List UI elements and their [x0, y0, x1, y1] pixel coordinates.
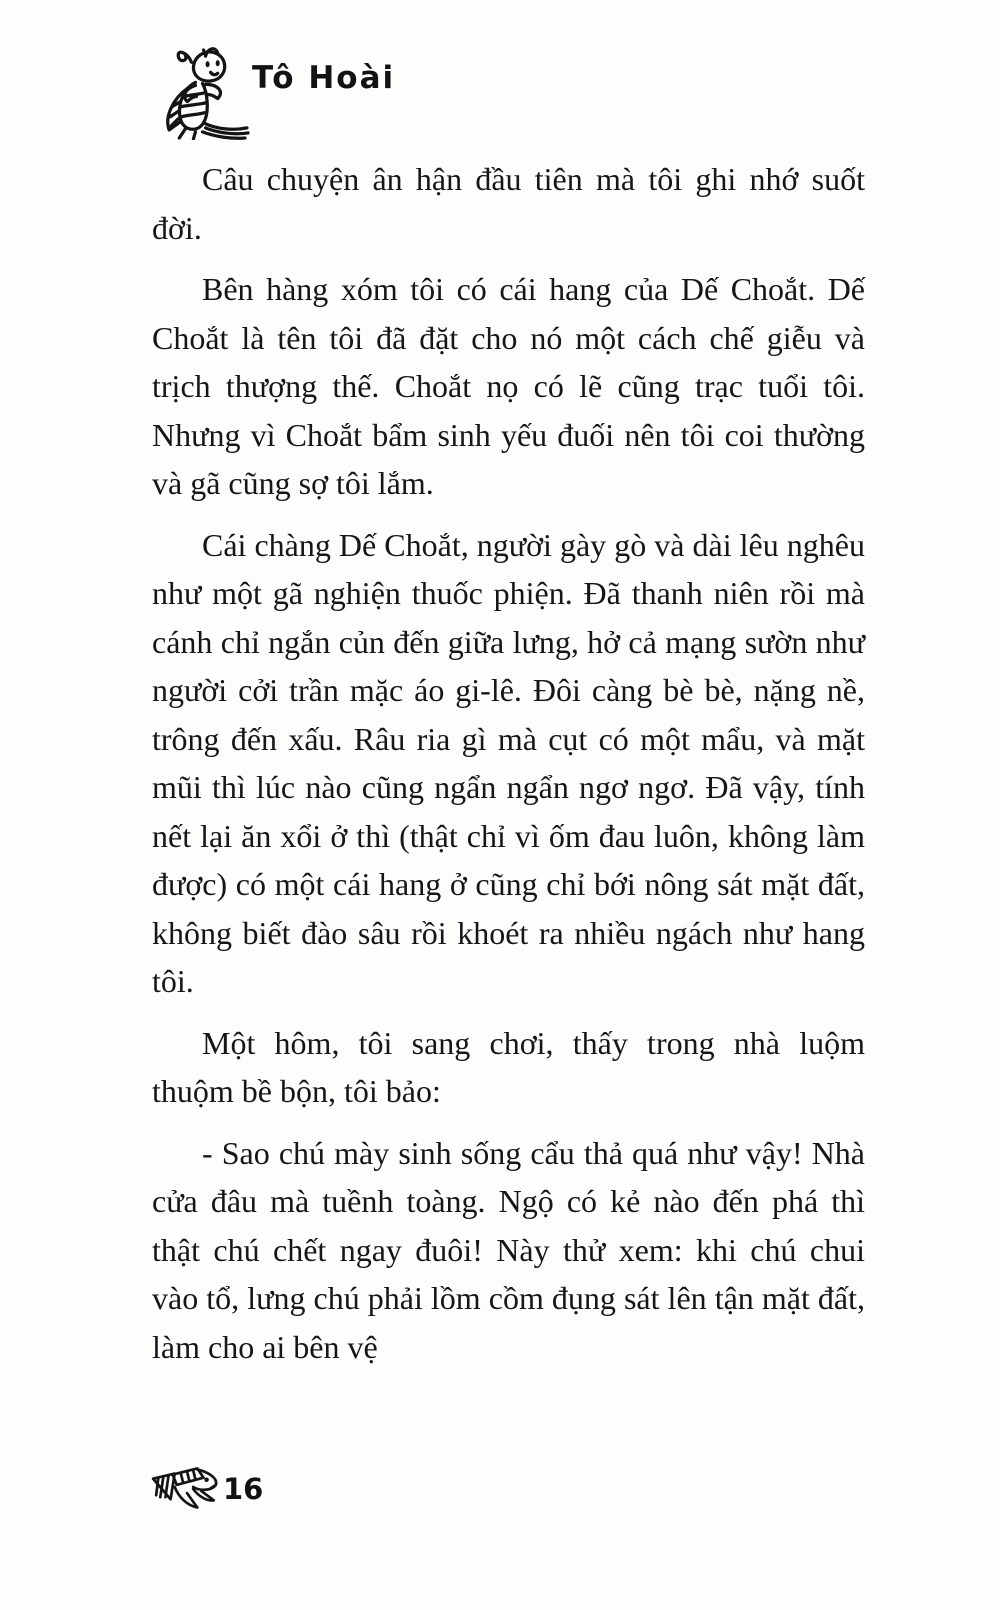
page-number: 16	[223, 1472, 264, 1506]
paragraph-2: Bên hàng xóm tôi có cái hang của Dế Choắt. Dế Choắt là tên tôi đã đặt cho nó một cách chế giễu và trịch thượng thế. Choắt nọ có lẽ cũng trạc tuổi tôi. Nhưng vì Choắt bẩm sinh yếu đuối nên tôi coi thường và gã cũng sợ tôi lắm.	[152, 271, 865, 501]
paragraph-4: Một hôm, tôi sang chơi, thấy trong nhà luộm thuộm bề bộn, tôi bảo:	[152, 1024, 865, 1109]
paragraph-1: Câu chuyện ân hận đầu tiên mà tôi ghi nhớ suốt đời.	[152, 161, 865, 246]
paragraph-5: - Sao chú mày sinh sống cẩu thả quá như vậy! Nhà cửa đâu mà tuềnh toàng. Ngộ có kẻ nào đến phá thì thật chú chết ngay đuôi! Này thử xem: khi chú chui vào tổ, lưng chú phải lồm cồm đụng sát lên tận mặt đất, làm cho ai bên vệ	[152, 1134, 865, 1365]
cricket-mascot-icon	[146, 44, 254, 140]
page-body	[152, 155, 865, 1384]
fish-doodle-icon	[150, 1466, 222, 1512]
author-name: Tô Hoài	[252, 60, 396, 96]
paragraph-3: Cái chàng Dế Choắt, người gày gò và dài lêu nghêu như một gã nghiện thuốc phiện. Đã thanh niên rồi mà cánh chỉ ngắn củn đến giữa lưng, hở cả mạng sườn như người cởi trần mặc áo gi-lê. Đôi càng bè bè, nặng nề, trông đến xấu. Râu ria gì mà cụt có một mẩu, và mặt mũi thì lúc nào cũng ngẩn ngẩn ngơ ngơ. Đã vậy, tính nết lại ăn xổi ở thì (thật chỉ vì ốm đau luôn, không làm được) có một cái hang ở cũng chỉ bới nông sát mặt đất, không biết đào sâu rồi khoét ra nhiều ngách như hang tôi.	[152, 526, 865, 999]
page-footer	[150, 1466, 263, 1512]
